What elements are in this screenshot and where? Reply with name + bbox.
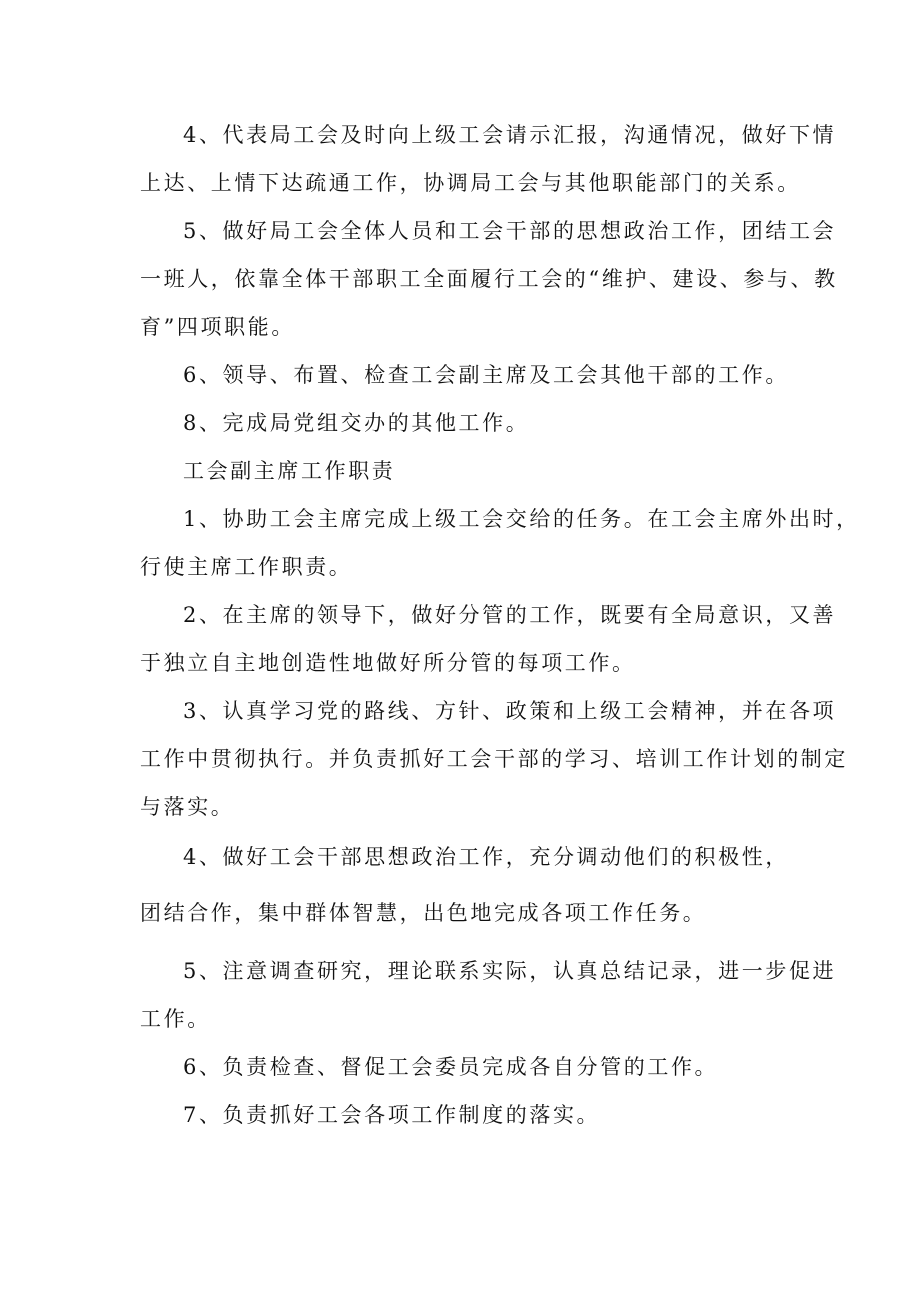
- paragraph-line: 与落实。: [140, 795, 235, 819]
- paragraph-line: 3、认真学习党的路线、方针、政策和上级工会精神，并在各项: [183, 699, 837, 723]
- paragraph-line: 7、负责抓好工会各项工作制度的落实。: [183, 1103, 601, 1127]
- paragraph-line: 工作中贯彻执行。并负责抓好工会干部的学习、培训工作计划的制定: [140, 747, 848, 771]
- paragraph-line: 6、负责检查、督促工会委员完成各自分管的工作。: [183, 1055, 719, 1079]
- paragraph-line: 4、代表局工会及时向上级工会请示汇报，沟通情况，做好下情: [183, 123, 837, 147]
- paragraph-line: 行使主席工作职责。: [140, 555, 353, 579]
- paragraph-line: 8、完成局党组交办的其他工作。: [183, 411, 530, 435]
- paragraph-line: 工作。: [140, 1007, 211, 1031]
- section-heading: 工会副主席工作职责: [183, 459, 396, 483]
- paragraph-line: 上达、上情下达疏通工作，协调局工会与其他职能部门的关系。: [140, 171, 801, 195]
- paragraph-line: 于独立自主地创造性地做好所分管的每项工作。: [140, 651, 636, 675]
- paragraph-line: 2、在主席的领导下，做好分管的工作，既要有全局意识，又善: [183, 603, 837, 627]
- paragraph-line: 1、协助工会主席完成上级工会交给的任务。在工会主席外出时，: [183, 507, 860, 531]
- paragraph-line: 5、注意调查研究，理论联系实际，认真总结记录，进一步促进: [183, 959, 837, 983]
- paragraph-line: 一班人，依靠全体干部职工全面履行工会的“维护、建设、参与、教: [140, 267, 838, 291]
- paragraph-line: 团结合作，集中群体智慧，出色地完成各项工作任务。: [140, 901, 707, 925]
- paragraph-line: 4、做好工会干部思想政治工作，充分调动他们的积极性，: [183, 845, 789, 869]
- paragraph-line: 育”四项职能。: [140, 315, 295, 339]
- paragraph-line: 5、做好局工会全体人员和工会干部的思想政治工作，团结工会: [183, 219, 837, 243]
- paragraph-line: 6、领导、布置、检查工会副主席及工会其他干部的工作。: [183, 363, 789, 387]
